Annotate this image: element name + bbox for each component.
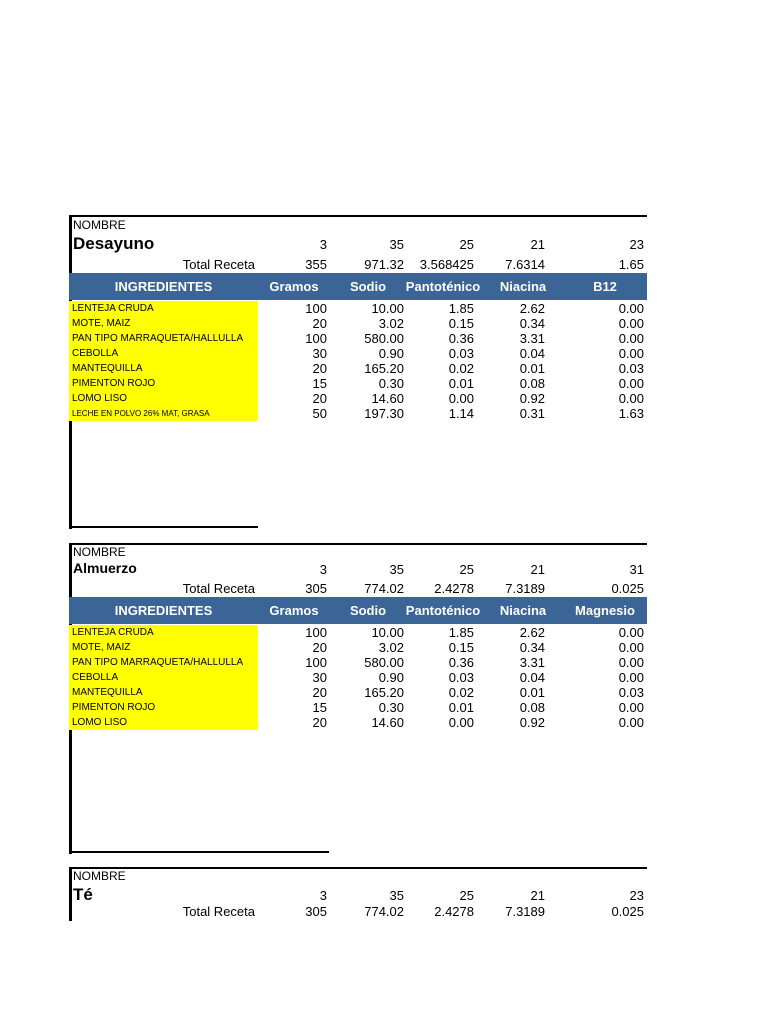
total-value: 7.3189	[505, 904, 545, 919]
row-value: 0.00	[618, 640, 644, 655]
row-value: 0.00	[618, 670, 644, 685]
header-gramos: Gramos	[269, 603, 319, 618]
ingredient-name: MOTE, MAIZ	[69, 316, 258, 331]
row-value: 0.34	[519, 640, 545, 655]
top-value: 21	[530, 888, 545, 903]
row-value: 0.00	[618, 625, 644, 640]
section-top-border	[69, 867, 647, 869]
ingredient-name: LOMO LISO	[69, 715, 258, 730]
top-value: 21	[530, 237, 545, 252]
header-gramos: Gramos	[269, 279, 319, 294]
header-niacina: Niacina	[499, 279, 547, 294]
section-desayuno	[69, 215, 647, 530]
row-value: 3.02	[378, 316, 404, 331]
meal-title: Almuerzo	[73, 560, 137, 576]
table-row	[69, 670, 647, 685]
row-value: 0.92	[519, 391, 545, 406]
nombre-label: NOMBRE	[73, 869, 126, 883]
table-header	[69, 273, 647, 300]
row-value: 0.01	[519, 685, 545, 700]
row-value: 0.00	[448, 391, 474, 406]
row-value: 580.00	[364, 331, 404, 346]
top-value: 25	[459, 888, 474, 903]
table-row	[69, 301, 647, 316]
table-row	[69, 346, 647, 361]
total-value: 355	[305, 257, 327, 272]
row-value: 20	[312, 640, 327, 655]
total-value: 774.02	[364, 581, 404, 596]
total-value: 7.6314	[505, 257, 545, 272]
top-value: 35	[389, 888, 404, 903]
nombre-label: NOMBRE	[73, 218, 126, 232]
header-sodio: Sodio	[349, 603, 387, 618]
total-value: 305	[305, 904, 327, 919]
section-top-border	[69, 543, 647, 545]
ingredient-name: MANTEQUILLA	[69, 685, 258, 700]
row-value: 0.02	[448, 685, 474, 700]
top-value: 3	[319, 237, 327, 252]
row-value: 0.90	[378, 670, 404, 685]
ingredient-name: PAN TIPO MARRAQUETA/HALLULLA	[69, 331, 258, 346]
row-value: 0.30	[378, 700, 404, 715]
row-value: 0.00	[618, 331, 644, 346]
row-value: 0.34	[519, 316, 545, 331]
ingredient-name: LECHE EN POLVO 26% MAT, GRASA	[69, 406, 258, 421]
row-value: 50	[312, 406, 327, 421]
table-row	[69, 376, 647, 391]
total-value: 3.568425	[419, 257, 474, 272]
meal-title: Desayuno	[73, 234, 155, 253]
row-value: 0.04	[519, 346, 545, 361]
total-receta-label: Total Receta	[182, 904, 255, 919]
ingredient-name: PAN TIPO MARRAQUETA/HALLULLA	[69, 655, 258, 670]
row-value: 3.02	[378, 640, 404, 655]
row-value: 14.60	[371, 391, 404, 406]
row-value: 0.00	[448, 715, 474, 730]
row-value: 3.31	[519, 331, 545, 346]
row-value: 10.00	[371, 301, 404, 316]
ingredient-name: CEBOLLA	[69, 346, 258, 361]
ingredient-name: LENTEJA CRUDA	[69, 301, 258, 316]
row-value: 0.03	[618, 361, 644, 376]
total-value: 971.32	[364, 257, 404, 272]
row-value: 0.15	[448, 640, 474, 655]
row-value: 1.85	[448, 625, 474, 640]
row-value: 0.90	[378, 346, 404, 361]
total-value: 305	[305, 581, 327, 596]
ingredient-name: MANTEQUILLA	[69, 361, 258, 376]
row-value: 0.08	[519, 700, 545, 715]
row-value: 0.00	[618, 376, 644, 391]
table-row	[69, 391, 647, 406]
section-left-border	[69, 867, 72, 921]
section-bottom-border	[69, 526, 258, 528]
row-value: 15	[312, 376, 327, 391]
row-value: 0.30	[378, 376, 404, 391]
total-value: 1.65	[618, 257, 644, 272]
top-value: 25	[459, 237, 474, 252]
header-pantotenico: Pantoténico	[405, 603, 481, 618]
total-receta-label: Total Receta	[182, 257, 255, 272]
row-value: 0.15	[448, 316, 474, 331]
row-value: 0.00	[618, 316, 644, 331]
row-value: 0.31	[519, 406, 545, 421]
top-value: 21	[530, 562, 545, 577]
row-value: 165.20	[364, 361, 404, 376]
row-value: 1.85	[448, 301, 474, 316]
row-value: 0.00	[618, 715, 644, 730]
row-value: 3.31	[519, 655, 545, 670]
table-row	[69, 625, 647, 640]
row-value: 0.08	[519, 376, 545, 391]
row-value: 165.20	[364, 685, 404, 700]
header-sodio: Sodio	[349, 279, 387, 294]
section-bottom-border	[69, 851, 329, 853]
row-value: 0.03	[448, 670, 474, 685]
row-value: 2.62	[519, 625, 545, 640]
row-value: 0.02	[448, 361, 474, 376]
table-row	[69, 655, 647, 670]
row-value: 20	[312, 361, 327, 376]
row-value: 20	[312, 685, 327, 700]
table-header	[69, 597, 647, 624]
header-ingredientes: INGREDIENTES	[114, 603, 213, 618]
header-pantotenico: Pantoténico	[405, 279, 481, 294]
row-value: 100	[305, 625, 327, 640]
row-value: 20	[312, 316, 327, 331]
row-value: 0.03	[618, 685, 644, 700]
row-value: 580.00	[364, 655, 404, 670]
row-value: 100	[305, 655, 327, 670]
row-value: 10.00	[371, 625, 404, 640]
section-te	[69, 867, 647, 922]
ingredient-name: MOTE, MAIZ	[69, 640, 258, 655]
table-row	[69, 316, 647, 331]
section-top-border	[69, 215, 647, 217]
row-value: 1.63	[618, 406, 644, 421]
ingredient-name: LENTEJA CRUDA	[69, 625, 258, 640]
total-value: 0.025	[611, 904, 644, 919]
row-value: 0.36	[448, 655, 474, 670]
top-value: 35	[389, 237, 404, 252]
row-value: 0.36	[448, 331, 474, 346]
top-value: 31	[629, 562, 644, 577]
row-value: 100	[305, 301, 327, 316]
row-value: 0.04	[519, 670, 545, 685]
row-value: 0.01	[448, 700, 474, 715]
row-value: 0.00	[618, 391, 644, 406]
header-ingredientes: INGREDIENTES	[114, 279, 213, 294]
row-value: 15	[312, 700, 327, 715]
table-row	[69, 640, 647, 655]
total-value: 2.4278	[434, 581, 474, 596]
row-value: 0.03	[448, 346, 474, 361]
row-value: 30	[312, 670, 327, 685]
row-value: 0.92	[519, 715, 545, 730]
table-row	[69, 331, 647, 346]
table-row	[69, 361, 647, 376]
table-row	[69, 700, 647, 715]
row-value: 20	[312, 391, 327, 406]
total-value: 0.025	[611, 581, 644, 596]
row-value: 197.30	[364, 406, 404, 421]
row-value: 2.62	[519, 301, 545, 316]
header-magnesio: Magnesio	[575, 603, 635, 618]
top-value: 23	[629, 888, 644, 903]
total-value: 774.02	[364, 904, 404, 919]
top-value: 3	[319, 888, 327, 903]
row-value: 20	[312, 715, 327, 730]
top-value: 35	[389, 562, 404, 577]
top-value: 3	[319, 562, 327, 577]
row-value: 0.00	[618, 655, 644, 670]
table-row	[69, 406, 647, 421]
table-row	[69, 685, 647, 700]
ingredient-name: LOMO LISO	[69, 391, 258, 406]
row-value: 0.00	[618, 301, 644, 316]
total-value: 7.3189	[505, 581, 545, 596]
row-value: 100	[305, 331, 327, 346]
row-value: 1.14	[448, 406, 474, 421]
row-value: 0.01	[519, 361, 545, 376]
total-receta-label: Total Receta	[182, 581, 255, 596]
table-row	[69, 715, 647, 730]
row-value: 0.00	[618, 346, 644, 361]
row-value: 0.00	[618, 700, 644, 715]
nombre-label: NOMBRE	[73, 545, 126, 559]
section-almuerzo	[69, 543, 647, 855]
row-value: 0.01	[448, 376, 474, 391]
row-value: 14.60	[371, 715, 404, 730]
ingredient-name: PIMENTON ROJO	[69, 700, 258, 715]
header-niacina: Niacina	[499, 603, 547, 618]
ingredient-name: CEBOLLA	[69, 670, 258, 685]
top-value: 25	[459, 562, 474, 577]
meal-title: Té	[73, 885, 93, 904]
top-value: 23	[629, 237, 644, 252]
header-b12: B12	[593, 279, 617, 294]
row-value: 30	[312, 346, 327, 361]
total-value: 2.4278	[434, 904, 474, 919]
ingredient-name: PIMENTON ROJO	[69, 376, 258, 391]
